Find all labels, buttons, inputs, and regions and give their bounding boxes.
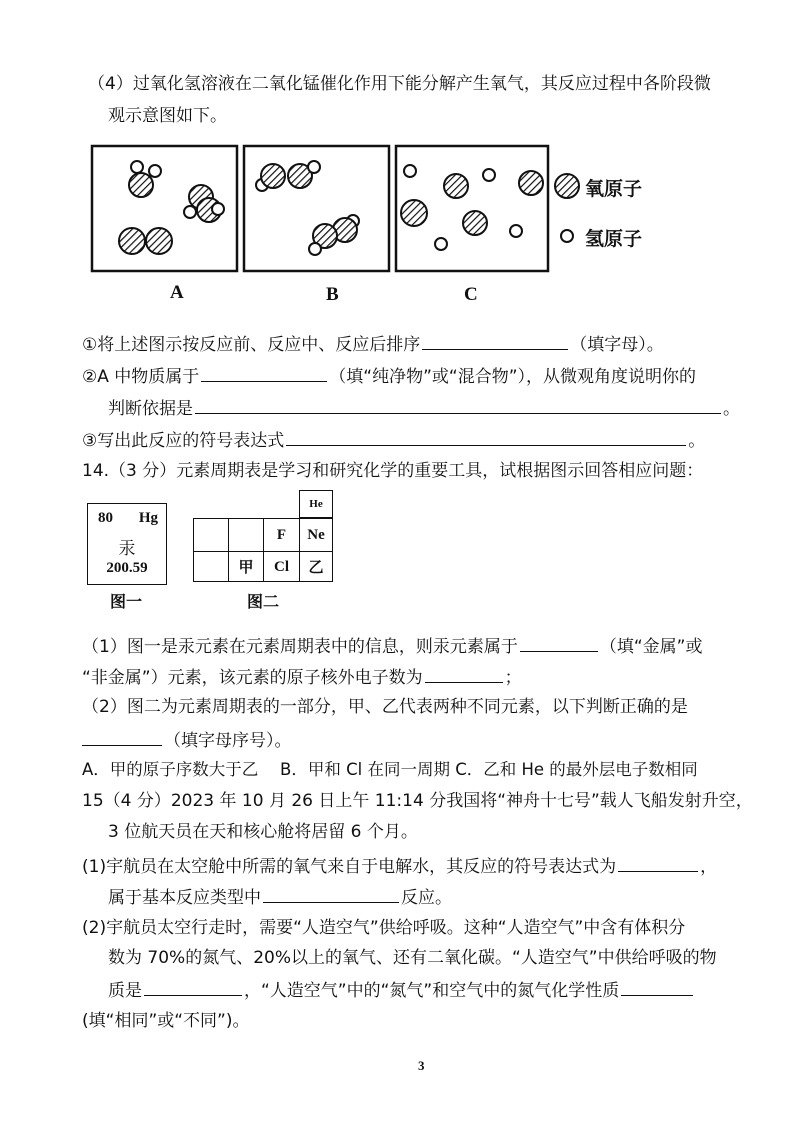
answer-blank-sequence[interactable] bbox=[422, 331, 568, 350]
answer-blank-electrons[interactable] bbox=[425, 664, 503, 683]
fig1-symbol: Hg bbox=[138, 510, 158, 526]
q4-sub2: ②A 中物质属于 （填“纯净物”或“混合物”），从微观角度说明你的 bbox=[82, 363, 696, 389]
legend-oxygen-marker bbox=[555, 174, 579, 198]
q15-title2: 3 位航天员在天和核心舱将居留 6 个月。 bbox=[108, 822, 418, 842]
q15-p2b: 数为 70%的氮气、20%以上的氧气、还有二氧化碳。“人造空气”中供给呼吸的物 bbox=[108, 948, 717, 968]
fig1-atomic-number: 80 bbox=[98, 510, 113, 526]
legend-oxygen-label: 氧原子 bbox=[585, 178, 643, 200]
answer-blank-reaction-type[interactable] bbox=[263, 884, 399, 903]
caption-a: A bbox=[170, 282, 184, 303]
page-number: 3 bbox=[418, 1058, 425, 1073]
caption-b: B bbox=[326, 284, 339, 305]
fig1-element-tile bbox=[87, 503, 167, 585]
fig2-cell-empty bbox=[193, 518, 229, 552]
fig2-cell-ne: Ne bbox=[299, 518, 333, 552]
fig1-element-name: 汞 bbox=[118, 539, 136, 559]
fig2-cell-yi: 乙 bbox=[299, 551, 333, 582]
q15-p2c: 质是 ，“人造空气”中的“氮气”和空气中的氮气化学性质 bbox=[108, 977, 695, 1003]
fig2-cell-f: F bbox=[263, 518, 300, 552]
answer-blank-electrolysis-equation[interactable] bbox=[618, 853, 698, 872]
fig1-label: 图一 bbox=[110, 592, 143, 611]
fig2-cell-jia: 甲 bbox=[228, 551, 264, 582]
fig2-cell-empty bbox=[193, 551, 229, 582]
answer-blank-metal[interactable] bbox=[520, 633, 598, 652]
q14-p1b: “非金属”）元素，该元素的原子核外电子数为 ； bbox=[82, 664, 522, 690]
q4-intro-line2: 观示意图如下。 bbox=[108, 106, 227, 126]
answer-blank-reason[interactable] bbox=[195, 395, 721, 414]
legend-hydrogen-marker bbox=[561, 230, 573, 242]
legend-hydrogen-label: 氢原子 bbox=[585, 228, 643, 250]
q14-options: A．甲的原子序数大于乙 B．甲和 Cl 在同一周期 C．乙和 He 的最外层电子数相同 bbox=[82, 760, 698, 779]
fig2-cell-cl: Cl bbox=[263, 551, 300, 582]
q15-p1b: 属于基本反应类型中 反应。 bbox=[108, 884, 452, 910]
fig2-cell-empty bbox=[228, 518, 264, 552]
q15-p2a: (2)宇航员太空行走时，需要“人造空气”供给呼吸。这种“人造空气”中含有体积分 bbox=[82, 918, 686, 938]
fig1-atomic-mass: 200.59 bbox=[106, 560, 148, 576]
answer-blank-nitrogen-property[interactable] bbox=[621, 977, 693, 996]
micro-diagram bbox=[0, 0, 794, 320]
q15-p1a: (1)宇航员在太空舱中所需的氧气来自于电解水，其反应的符号表达式为 ， bbox=[82, 853, 717, 879]
q4-sub2b: 判断依据是 。 bbox=[108, 395, 740, 421]
caption-c: C bbox=[464, 284, 478, 305]
answer-blank-substance[interactable] bbox=[201, 363, 327, 382]
q4-intro-line1: （4）过氧化氢溶液在二氧化锰催化作用下能分解产生氧气，其反应过程中各阶段微 bbox=[88, 74, 711, 94]
answer-blank-equation[interactable] bbox=[286, 427, 686, 446]
fig2-cell-he: He bbox=[299, 490, 333, 518]
answer-blank-judgement[interactable] bbox=[82, 727, 162, 746]
q14-p1a: （1）图一是汞元素在元素周期表中的信息，则汞元素属于 （填“金属”或 bbox=[82, 633, 702, 659]
q15-p2d: (填“相同”或“不同”)。 bbox=[82, 1011, 250, 1031]
q15-title1: 15（4 分）2023 年 10 月 26 日上午 11:14 分我国将“神舟十七号”载人飞船发射升空， bbox=[82, 791, 753, 811]
answer-blank-breathing-gas[interactable] bbox=[144, 977, 242, 996]
q4-sub1: ①将上述图示按反应前、反应中、反应后排序 （填字母）。 bbox=[82, 331, 664, 357]
q14-title: 14.（3 分）元素周期表是学习和研究化学的重要工具，试根据图示回答相应问题： bbox=[82, 461, 704, 481]
q4-sub3: ③写出此反应的符号表达式 。 bbox=[82, 427, 705, 453]
q14-p2b: （填字母序号）。 bbox=[82, 727, 292, 753]
fig2-label: 图二 bbox=[247, 592, 280, 611]
q14-p2a: （2）图二为元素周期表的一部分，甲、乙代表两种不同元素，以下判断正确的是 bbox=[82, 697, 688, 717]
